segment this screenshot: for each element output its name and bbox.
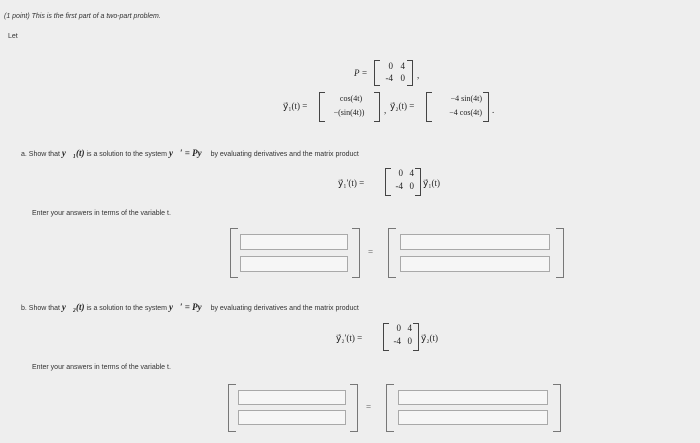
matrix-p-cell: 4 <box>400 61 405 71</box>
part-b-prefix: b. Show that <box>21 305 60 312</box>
part-a-mid: is a solution to the system <box>86 151 168 158</box>
y1-entry: cos(4t) <box>339 94 363 103</box>
part-a-matrix-cell: 0 <box>398 168 403 178</box>
part-b-matrix-cell: 4 <box>407 323 412 333</box>
y2-lhs: y⃗₂(t) = <box>390 101 415 111</box>
part-b-mid: is a solution to the system <box>86 305 168 312</box>
part-a-product-left-bracket <box>388 228 396 278</box>
part-a-product-right-bracket <box>556 228 564 278</box>
y2-entry: −4 cos(4t) <box>449 108 482 117</box>
part-b-answer-right-bracket <box>350 384 358 432</box>
y2-right-bracket <box>483 92 489 122</box>
y1-trail: , <box>384 105 387 115</box>
part-a-derivative-entry-2[interactable] <box>240 256 348 272</box>
matrix-p-name: P <box>354 68 360 78</box>
y2-entry: −4 sin(4t) <box>450 94 482 103</box>
matrix-p-cell: -4 <box>385 73 393 83</box>
y1-left-bracket <box>319 92 325 122</box>
part-a-product-rhs: y⃗₁(t) <box>423 178 440 188</box>
part-a-matrix-cell: -4 <box>395 181 403 191</box>
part-a-system: y⃗′ = Py⃗ <box>168 148 209 158</box>
y2-trail: . <box>492 105 495 115</box>
part-a-product-lhs: y⃗₁′(t) = <box>338 178 365 188</box>
part-b-equals: = <box>366 402 372 412</box>
part-a-prefix: a. Show that <box>21 151 60 158</box>
part-b-product-right-bracket <box>553 384 561 432</box>
part-b-matrix-cell: 0 <box>407 336 412 346</box>
matrix-p-trail: , <box>417 70 420 80</box>
part-b-statement <box>21 302 359 312</box>
part-b-matrix-left-bracket <box>383 323 389 351</box>
matrix-p-cell: 0 <box>388 61 393 71</box>
part-a-derivative-entry-1[interactable] <box>240 234 348 250</box>
part-a-matrix-right-bracket <box>415 168 421 196</box>
matrix-p-cell: 0 <box>400 73 405 83</box>
matrix-p-equals: = <box>362 68 368 78</box>
part-a-matrix-cell: 0 <box>409 181 414 191</box>
matrix-p-left-bracket <box>374 60 380 86</box>
part-b-suffix: by evaluating derivatives and the matrix product <box>210 305 359 312</box>
part-a-instruction: Enter your answers in terms of the variable t. <box>32 210 171 217</box>
part-b-instruction: Enter your answers in terms of the variable t. <box>32 364 171 371</box>
part-b-matrix-right-bracket <box>413 323 419 351</box>
part-a-answer-left-bracket <box>230 228 238 278</box>
part-b-matrix-cell: -4 <box>393 336 401 346</box>
matrix-p-right-bracket <box>407 60 413 86</box>
part-a-vector: y⃗₁(t) <box>61 148 85 158</box>
part-b-derivative-entry-1[interactable] <box>238 390 346 405</box>
part-b-product-lhs: y⃗₂′(t) = <box>336 333 363 343</box>
part-a-answer-right-bracket <box>352 228 360 278</box>
part-b-product-entry-1[interactable] <box>398 390 548 405</box>
part-b-system: y⃗′ = Py⃗ <box>168 302 209 312</box>
let-label: Let <box>8 33 18 40</box>
part-a-product-entry-1[interactable] <box>400 234 550 250</box>
part-a-matrix-left-bracket <box>385 168 391 196</box>
part-b-product-entry-2[interactable] <box>398 410 548 425</box>
part-b-answer-left-bracket <box>228 384 236 432</box>
part-a-statement <box>21 148 359 158</box>
part-b-matrix-cell: 0 <box>396 323 401 333</box>
part-b-product-left-bracket <box>386 384 394 432</box>
y1-right-bracket <box>374 92 380 122</box>
problem-intro: (1 point) This is the first part of a two-part problem. <box>4 13 161 20</box>
part-b-vector: y⃗₂(t) <box>61 302 85 312</box>
part-a-matrix-cell: 4 <box>409 168 414 178</box>
part-a-suffix: by evaluating derivatives and the matrix product <box>210 151 359 158</box>
part-a-product-entry-2[interactable] <box>400 256 550 272</box>
y1-entry: −(sin(4t)) <box>333 108 365 117</box>
y1-lhs: y⃗₁(t) = <box>283 101 308 111</box>
part-b-derivative-entry-2[interactable] <box>238 410 346 425</box>
part-b-product-rhs: y⃗₂(t) <box>421 333 438 343</box>
part-a-equals: = <box>368 247 374 257</box>
